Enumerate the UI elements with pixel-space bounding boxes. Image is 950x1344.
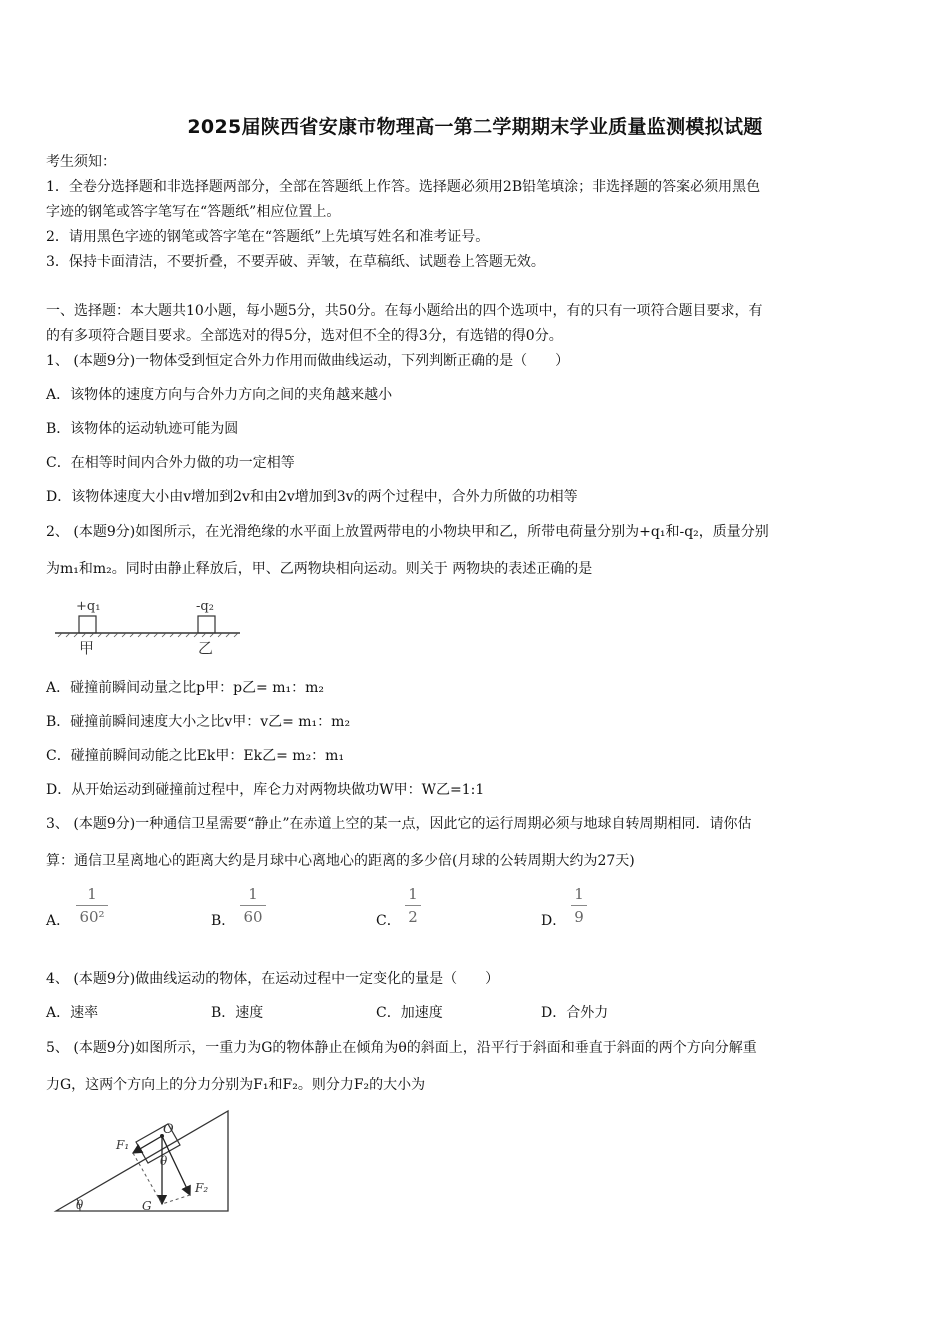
notice-heading: 考生须知： <box>46 154 116 170</box>
q4-option-a: A．速率 <box>46 1005 99 1021</box>
page-title: 2025届陕西省安康市物理高一第二学期期末学业质量监测模拟试题 <box>187 116 763 138</box>
fraction-numerator: 1 <box>574 885 584 903</box>
section-intro: 的有多项符合题目要求。全部选对的得5分，选对但不全的得3分，有选错的得0分。 <box>46 328 563 344</box>
q2-option-d: D．从开始运动到碰撞前过程中，库仑力对两物块做功W甲：W乙=1:1 <box>46 782 485 798</box>
q4-option-d: D．合外力 <box>541 1005 609 1021</box>
block-b-name: 乙 <box>198 639 214 657</box>
block-b <box>198 616 215 633</box>
dash-2 <box>162 1195 190 1204</box>
q2-option-a: A．碰撞前瞬间动量之比p甲：p乙= m₁：m₂ <box>46 680 324 696</box>
q3-option-c-fraction <box>405 885 421 926</box>
charge-b-label: -q₂ <box>196 599 214 614</box>
q2-stem: 2、 (本题9分)如图所示，在光滑绝缘的水平面上放置两带电的小物块甲和乙，所带电荷量分别为+q₁和-q₂，质量分别 <box>46 524 769 540</box>
fraction-denominator: 60² <box>79 908 105 926</box>
q3-option-c-label: C． <box>376 913 401 929</box>
q1-option-d: D．该物体速度大小由v增加到2v和由2v增加到3v的两个过程中，合外力所做的功相等 <box>46 489 578 505</box>
q3-option-b-label: B． <box>211 913 236 929</box>
q4-stem: 4、 (本题9分)做曲线运动的物体，在运动过程中一定变化的量是（ ） <box>46 971 500 987</box>
q3-option-d-fraction <box>571 885 587 926</box>
q5-stem: 力G，这两个方向上的分力分别为F₁和F₂。则分力F₂的大小为 <box>46 1077 426 1093</box>
fraction-denominator: 9 <box>574 908 584 926</box>
q4-option-c: C．加速度 <box>376 1005 443 1021</box>
q3-option-a-fraction <box>76 885 108 926</box>
q3-stem: 算：通信卫星离地心的距离大约是月球中心离地心的距离的多少倍(月球的公转周期大约为27天) <box>46 853 635 869</box>
f1-label: F₁ <box>116 1138 130 1152</box>
block-a <box>79 616 96 633</box>
fraction-numerator: 1 <box>87 885 97 903</box>
notice-line: 3．保持卡面清洁，不要折叠，不要弄破、弄皱，在草稿纸、试题卷上答题无效。 <box>46 254 545 270</box>
section-intro: 一、选择题：本大题共10小题，每小题5分，共50分。在每小题给出的四个选项中，有的只有一项符合题目要求，有 <box>46 303 763 319</box>
q3-option-d-label: D． <box>541 913 567 929</box>
incline <box>56 1111 228 1211</box>
q4-option-b: B．速度 <box>211 1005 264 1021</box>
notice-line: 字迹的钢笔或答字笔写在“答题纸”相应位置上。 <box>46 204 341 220</box>
q3-option-b-fraction <box>240 885 266 926</box>
fraction-numerator: 1 <box>408 885 418 903</box>
block-a-name: 甲 <box>79 639 95 657</box>
theta-label-2: θ <box>160 1154 168 1168</box>
q2-option-b: B．碰撞前瞬间速度大小之比v甲：v乙= m₁：m₂ <box>46 714 351 730</box>
q3-option-a-label: A． <box>46 913 71 929</box>
incline-angle-label: θ <box>76 1198 84 1212</box>
notice-line: 1．全卷分选择题和非选择题两部分，全部在答题纸上作答。选择题必须用2B铅笔填涂；非选择题的答案必须用黑色 <box>46 179 761 195</box>
notice-line: 2．请用黑色字迹的钢笔或答字笔在“答题纸”上先填写姓名和准考证号。 <box>46 229 490 245</box>
dash-1 <box>133 1153 162 1204</box>
q2-stem: 为m₁和m₂。同时由静止释放后，甲、乙两物块相向运动。则关于 两物块的表述正确的是 <box>46 561 593 577</box>
q5-stem: 5、 (本题9分)如图所示，一重力为G的物体静止在倾角为θ的斜面上，沿平行于斜面和垂直于斜面的两个方向分解重 <box>46 1040 757 1056</box>
fraction-denominator: 2 <box>408 908 418 926</box>
q5-figure <box>50 1105 240 1220</box>
f2-label: F₂ <box>195 1181 209 1195</box>
g-label: G <box>142 1199 152 1213</box>
q3-stem: 3、 (本题9分)一种通信卫星需要“静止”在赤道上空的某一点，因此它的运行周期必须与地球自转周期相同．请你估 <box>46 816 752 832</box>
q1-option-b: B．该物体的运动轨迹可能为圆 <box>46 421 239 437</box>
fraction-numerator: 1 <box>248 885 258 903</box>
point-o-label: O <box>163 1122 174 1137</box>
q1-option-a: A．该物体的速度方向与合外力方向之间的夹角越来越小 <box>46 387 393 403</box>
fraction-denominator: 60 <box>243 908 263 926</box>
q1-stem: 1、 (本题9分)一物体受到恒定合外力作用而做曲线运动，下列判断正确的是（ ） <box>46 353 570 369</box>
q1-option-c: C．在相等时间内合外力做的功一定相等 <box>46 455 295 471</box>
q2-option-c: C．碰撞前瞬间动能之比Ek甲：Ek乙= m₂：m₁ <box>46 748 345 764</box>
q2-figure <box>50 593 250 659</box>
charge-a-label: +q₁ <box>76 599 101 614</box>
